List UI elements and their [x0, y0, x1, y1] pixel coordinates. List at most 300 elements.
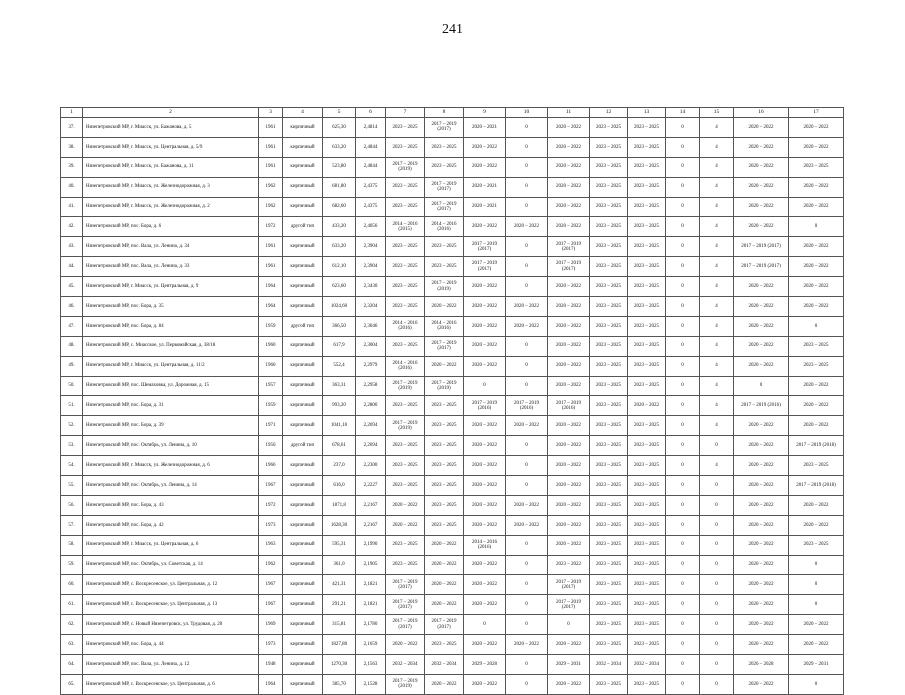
table-cell: 2020 – 2022 — [734, 595, 789, 615]
table-cell: 2,2800 — [356, 396, 386, 416]
table-cell: 2023 – 2025 — [628, 376, 666, 396]
table-cell: 633,20 — [323, 137, 356, 157]
table-cell: 2020 – 2022 — [548, 118, 590, 138]
table-cell: 2020 – 2022 — [548, 197, 590, 217]
table-cell: 2,4844 — [356, 137, 386, 157]
table-cell: 616,0 — [323, 476, 356, 496]
table-cell: 4 — [700, 237, 734, 257]
address-cell: Нязепетровский МР, с. Воскресенское, ул. Центральная, д. 6 — [83, 674, 259, 694]
table-cell: 41. — [61, 197, 83, 217]
table-cell: 2020 – 2022 — [734, 217, 789, 237]
table-cell: 2023 – 2025 — [628, 157, 666, 177]
table-cell: кирпичный — [283, 635, 323, 655]
table-cell: 2020 – 2022 — [734, 157, 789, 177]
table-cell: 0 — [666, 336, 700, 356]
table-cell: 2023 – 2025 — [628, 674, 666, 694]
table-cell: 2020 – 2022 — [386, 495, 425, 515]
address-cell: Нязепетровский МР, пос. Бора, д. 44 — [83, 635, 259, 655]
table-cell: 2023 – 2025 — [386, 396, 425, 416]
table-cell: 2020 – 2022 — [734, 674, 789, 694]
address-cell: Нязепетровский МР, пос. Шемаховка, ул. Дорожная, д. 15 — [83, 376, 259, 396]
table-cell: 4 — [700, 157, 734, 177]
table-cell: 2023 – 2025 — [590, 615, 628, 635]
table-cell: 1966 — [259, 456, 283, 476]
table-cell: 1973 — [259, 635, 283, 655]
table-cell: 2017 – 2019 (2019) — [386, 376, 425, 396]
table-cell: 2017 – 2019 (2017) — [548, 237, 590, 257]
table-cell: 0 — [666, 416, 700, 436]
table-cell: 2023 – 2025 — [628, 495, 666, 515]
table-cell: 2020 – 2022 — [789, 635, 844, 655]
table-cell: 0 — [506, 197, 548, 217]
table-cell: 363,31 — [323, 376, 356, 396]
table-cell: 61. — [61, 595, 83, 615]
table-cell: 523,80 — [323, 157, 356, 177]
table-cell: 38. — [61, 137, 83, 157]
table-cell: 2023 – 2025 — [628, 416, 666, 436]
table-cell: 2,1990 — [356, 535, 386, 555]
table-cell: 0 — [700, 635, 734, 655]
table-cell: 2020 – 2022 — [548, 495, 590, 515]
table-cell: 1964 — [259, 277, 283, 297]
table-cell: 682,60 — [323, 197, 356, 217]
address-cell: Нязепетровский МР, г. Миасск, ул. Центральная, д. 6 — [83, 535, 259, 555]
table-row — [61, 635, 844, 655]
table-row — [61, 277, 844, 297]
table-cell: 1270,30 — [323, 655, 356, 675]
table-cell: 2020 – 2022 — [548, 336, 590, 356]
table-cell: 2020 – 2022 — [425, 674, 464, 694]
table-cell: 2,2694 — [356, 436, 386, 456]
table-cell: 2017 – 2019 (2017) — [734, 257, 789, 277]
table-cell: 2,4056 — [356, 217, 386, 237]
table-cell: 0 — [700, 436, 734, 456]
table-cell: 1961 — [259, 157, 283, 177]
table-cell: 0 — [464, 615, 506, 635]
table-cell: 2020 – 2022 — [464, 157, 506, 177]
table-cell: 2023 – 2025 — [386, 436, 425, 456]
column-number: 5 — [323, 108, 356, 118]
table-cell: 2020 – 2022 — [789, 297, 844, 317]
table-cell: 1959 — [259, 316, 283, 336]
table-cell: 65. — [61, 674, 83, 694]
table-cell: 2020 – 2022 — [548, 217, 590, 237]
table-cell: 0 — [506, 277, 548, 297]
column-number: 12 — [590, 108, 628, 118]
table-cell: 0 — [734, 376, 789, 396]
table-cell: 617,9 — [323, 336, 356, 356]
table-cell: 2017 – 2019 (2018) — [789, 436, 844, 456]
table-cell: 2020 – 2022 — [789, 237, 844, 257]
table-cell: 46. — [61, 297, 83, 317]
table-cell: 0 — [789, 674, 844, 694]
table-cell: 1961 — [259, 257, 283, 277]
table-cell: 2,2694 — [356, 416, 386, 436]
table-cell: 49. — [61, 356, 83, 376]
table-cell: 2023 – 2025 — [386, 237, 425, 257]
table-cell: 43. — [61, 237, 83, 257]
table-cell: 2023 – 2025 — [386, 336, 425, 356]
table-cell: 2023 – 2025 — [789, 356, 844, 376]
table-row — [61, 555, 844, 575]
table-cell: 2017 – 2019 (2019) — [425, 376, 464, 396]
table-cell: 0 — [700, 615, 734, 635]
table-cell: 55. — [61, 476, 83, 496]
table-row — [61, 456, 844, 476]
table-cell: 2020 – 2022 — [734, 356, 789, 376]
table-cell: кирпичный — [283, 137, 323, 157]
table-cell: 2,1659 — [356, 635, 386, 655]
table-cell: 1960 — [259, 336, 283, 356]
address-cell: Нязепетровский МР, с. Новый Нязепетровск, ул. Трудовая, д. 20 — [83, 615, 259, 635]
table-cell: кирпичный — [283, 555, 323, 575]
table-cell: 2017 – 2019 (2016) — [734, 396, 789, 416]
column-number: 14 — [666, 108, 700, 118]
table-cell: 2020 – 2022 — [425, 297, 464, 317]
table-cell: 0 — [700, 575, 734, 595]
table-cell: 2017 – 2019 (2019) — [386, 416, 425, 436]
table-cell: 2020 – 2022 — [734, 197, 789, 217]
table-cell: 2020 – 2022 — [506, 297, 548, 317]
address-cell: Нязепетровский МР, г. Миасск, ул. Центральная, д. 9 — [83, 277, 259, 297]
table-cell: 1967 — [259, 476, 283, 496]
table-cell: 2017 – 2019 (2019) — [425, 277, 464, 297]
table-cell: 1957 — [259, 376, 283, 396]
table-cell: кирпичный — [283, 674, 323, 694]
table-cell: 2020 – 2022 — [548, 456, 590, 476]
table-cell: 2014 – 2016 (2016) — [425, 217, 464, 237]
column-number: 6 — [356, 108, 386, 118]
table-cell: 2020 – 2022 — [734, 515, 789, 535]
table-cell: 2,1905 — [356, 555, 386, 575]
table-cell: 2023 – 2025 — [628, 615, 666, 635]
table-cell: 2017 – 2019 (2018) — [789, 476, 844, 496]
table-cell: 2020 – 2022 — [425, 356, 464, 376]
table-cell: 47. — [61, 316, 83, 336]
table-cell: 2023 – 2025 — [590, 237, 628, 257]
table-row — [61, 137, 844, 157]
table-cell: 0 — [666, 396, 700, 416]
column-number: 1 — [61, 108, 83, 118]
table-cell: 2020 – 2022 — [464, 456, 506, 476]
table-cell: 2020 – 2022 — [789, 396, 844, 416]
table-row — [61, 157, 844, 177]
table-cell: 2023 – 2025 — [590, 217, 628, 237]
table-cell: 2020 – 2022 — [548, 376, 590, 396]
table-cell: 0 — [700, 674, 734, 694]
table-cell: 2023 – 2025 — [628, 316, 666, 336]
table-cell: 2023 – 2025 — [386, 197, 425, 217]
table-cell: 2017 – 2019 (2019) — [386, 157, 425, 177]
table-cell: 51. — [61, 396, 83, 416]
table-cell: 0 — [666, 376, 700, 396]
table-cell: 2017 – 2019 (2016) — [548, 396, 590, 416]
table-cell: 0 — [666, 297, 700, 317]
table-cell: 2023 – 2025 — [590, 356, 628, 376]
table-cell: 2023 – 2025 — [386, 118, 425, 138]
table-cell: 2020 – 2022 — [464, 476, 506, 496]
table-cell: 0 — [666, 655, 700, 675]
table-cell: 2014 – 2016 (2016) — [425, 316, 464, 336]
table-cell: 2,3046 — [356, 316, 386, 336]
table-cell: 0 — [666, 555, 700, 575]
table-cell: кирпичный — [283, 237, 323, 257]
table-cell: 0 — [506, 535, 548, 555]
table-cell: 2017 – 2019 (2017) — [464, 237, 506, 257]
table-cell: 2020 – 2022 — [734, 118, 789, 138]
table-cell: 2017 – 2019 (2017) — [425, 615, 464, 635]
table-cell: 2023 – 2025 — [628, 595, 666, 615]
table-cell: 0 — [666, 157, 700, 177]
table-cell: 2032 – 2034 — [386, 655, 425, 675]
table-cell: 2020 – 2021 — [464, 197, 506, 217]
table-cell: 2,4375 — [356, 197, 386, 217]
table-cell: 2020 – 2022 — [734, 137, 789, 157]
table-cell: 2032 – 2034 — [425, 655, 464, 675]
address-cell: Нязепетровский МР, с. Воскресенское, ул. Центральная, д. 12 — [83, 575, 259, 595]
table-cell: 2023 – 2025 — [590, 137, 628, 157]
table-cell: 0 — [666, 237, 700, 257]
table-cell: 4 — [700, 297, 734, 317]
table-cell: 2020 – 2022 — [734, 416, 789, 436]
table-cell: 2023 – 2025 — [425, 237, 464, 257]
address-cell: Нязепетровский МР, пос. Бора, д. 35 — [83, 297, 259, 317]
column-number: 4 — [283, 108, 323, 118]
table-cell: 2020 – 2022 — [548, 356, 590, 376]
table-cell: 2,1528 — [356, 674, 386, 694]
table-cell: 0 — [666, 476, 700, 496]
table-cell: 2020 – 2022 — [628, 396, 666, 416]
table-cell: 2020 – 2022 — [464, 356, 506, 376]
table-cell: 366,50 — [323, 316, 356, 336]
table-cell: 0 — [506, 157, 548, 177]
table-cell: 1972 — [259, 495, 283, 515]
table-cell: 2,2227 — [356, 476, 386, 496]
address-cell: Нязепетровский МР, г. Миасск, ул. Железнодорожная, д. 3 — [83, 177, 259, 197]
address-cell: Нязепетровский МР, г. Миасск, ул. Центральная, д. 5/9 — [83, 137, 259, 157]
table-cell: 2017 – 2019 (2016) — [464, 396, 506, 416]
table-cell: кирпичный — [283, 197, 323, 217]
table-row — [61, 237, 844, 257]
table-cell: 2023 – 2025 — [590, 575, 628, 595]
table-cell: кирпичный — [283, 356, 323, 376]
address-cell: Нязепетровский МР, г. Миасск, ул. Железнодорожная, д. 6 — [83, 456, 259, 476]
address-cell: Нязепетровский МР, г. Миасск, ул. Железнодорожная, д. 2 — [83, 197, 259, 217]
table-cell: 0 — [506, 356, 548, 376]
table-cell: 2020 – 2022 — [506, 515, 548, 535]
table-cell: 2023 – 2025 — [386, 277, 425, 297]
table-cell: 2020 – 2022 — [548, 515, 590, 535]
table-cell: 4 — [700, 416, 734, 436]
table-cell: 63. — [61, 635, 83, 655]
table-cell: 2020 – 2021 — [464, 118, 506, 138]
table-cell: 2017 – 2019 (2017) — [386, 615, 425, 635]
table-cell: 2029 – 2031 — [548, 655, 590, 675]
table-cell: 1973 — [259, 515, 283, 535]
table-cell: 2023 – 2025 — [628, 277, 666, 297]
table-cell: 2023 – 2025 — [628, 476, 666, 496]
address-cell: Нязепетровский МР, пос. Бора, д. 84 — [83, 316, 259, 336]
table-cell: 1969 — [259, 615, 283, 635]
table-cell: 2020 – 2022 — [464, 217, 506, 237]
table-cell: 2020 – 2022 — [548, 674, 590, 694]
table-cell: 2020 – 2022 — [548, 177, 590, 197]
table-cell: 0 — [666, 436, 700, 456]
table-row — [61, 316, 844, 336]
table-cell: 678,61 — [323, 436, 356, 456]
table-cell: 2,1821 — [356, 575, 386, 595]
table-cell: 0 — [506, 257, 548, 277]
table-cell: 2023 – 2025 — [628, 137, 666, 157]
table-cell: 62. — [61, 615, 83, 635]
table-cell: 2023 – 2025 — [590, 416, 628, 436]
table-cell: 2020 – 2022 — [789, 515, 844, 535]
table-cell: 4 — [700, 336, 734, 356]
table-cell: 44. — [61, 257, 83, 277]
table-cell: 2014 – 2016 (2015) — [386, 217, 425, 237]
table-cell: 2023 – 2025 — [628, 535, 666, 555]
table-cell: 2020 – 2022 — [734, 297, 789, 317]
table-cell: 2032 – 2034 — [628, 655, 666, 675]
table-cell: 2020 – 2022 — [548, 157, 590, 177]
table-cell: 2020 – 2022 — [548, 476, 590, 496]
table-cell: 993,20 — [323, 396, 356, 416]
table-cell: 2020 – 2022 — [548, 316, 590, 336]
table-cell: 2020 – 2022 — [734, 436, 789, 456]
table-row — [61, 575, 844, 595]
table-cell: 2017 – 2019 (2017) — [734, 237, 789, 257]
table-cell: 0 — [666, 356, 700, 376]
table-row — [61, 376, 844, 396]
table-cell: 0 — [666, 575, 700, 595]
table-row — [61, 535, 844, 555]
table-cell: 681,80 — [323, 177, 356, 197]
address-cell: Нязепетровский МР, пос. Бора, д. 31 — [83, 396, 259, 416]
table-cell: 385,70 — [323, 674, 356, 694]
table-cell: 0 — [666, 137, 700, 157]
table-cell: 2017 – 2019 (2016) — [506, 396, 548, 416]
table-cell: 2014 – 2016 (2016) — [386, 356, 425, 376]
table-cell: 0 — [506, 137, 548, 157]
table-cell: 2020 – 2022 — [789, 277, 844, 297]
table-cell: 2017 – 2019 (2017) — [548, 257, 590, 277]
table-cell: 48. — [61, 336, 83, 356]
table-cell: 433,20 — [323, 217, 356, 237]
table-cell: 2029 – 2031 — [789, 655, 844, 675]
address-cell: Нязепетровский МР, пос. Октябрь, ул. Ленина, д. 14 — [83, 476, 259, 496]
table-cell: 0 — [506, 336, 548, 356]
table-cell: 0 — [700, 655, 734, 675]
table-cell: 2020 – 2022 — [464, 416, 506, 436]
address-cell: Нязепетровский МР, пос. Вала, ул. Ленина, д. 12 — [83, 655, 259, 675]
table-cell: 2023 – 2025 — [590, 456, 628, 476]
page-number: 241 — [442, 22, 463, 37]
table-cell: кирпичный — [283, 396, 323, 416]
table-cell: 2023 – 2025 — [590, 157, 628, 177]
table-cell: 2020 – 2022 — [464, 674, 506, 694]
table-cell: 4 — [700, 376, 734, 396]
table-cell: кирпичный — [283, 456, 323, 476]
table-cell: 2020 – 2022 — [734, 615, 789, 635]
table-row — [61, 118, 844, 138]
address-cell: Нязепетровский МР, пос. Бора, д. 43 — [83, 495, 259, 515]
table-cell: 2023 – 2025 — [590, 118, 628, 138]
table-cell: 4 — [700, 137, 734, 157]
table-cell: 0 — [506, 456, 548, 476]
table-cell: 2023 – 2025 — [425, 416, 464, 436]
table-cell: 64. — [61, 655, 83, 675]
table-cell: 2,3004 — [356, 336, 386, 356]
table-cell: 2023 – 2025 — [425, 137, 464, 157]
table-cell: 2020 – 2022 — [734, 277, 789, 297]
table-cell: кирпичный — [283, 157, 323, 177]
address-cell: Нязепетровский МР, пос. Вала, ул. Ленина, д. 33 — [83, 257, 259, 277]
table-cell: 315,81 — [323, 615, 356, 635]
table-cell: 2017 – 2019 (2017) — [386, 575, 425, 595]
table-cell: 0 — [700, 535, 734, 555]
table-cell: 2017 – 2019 (2017) — [425, 177, 464, 197]
table-cell: 2023 – 2025 — [386, 137, 425, 157]
table-cell: 2020 – 2022 — [789, 376, 844, 396]
table-cell: кирпичный — [283, 615, 323, 635]
table-cell: кирпичный — [283, 257, 323, 277]
table-cell: кирпичный — [283, 336, 323, 356]
table-cell: 2020 – 2022 — [734, 535, 789, 555]
table-cell: 2023 – 2025 — [590, 555, 628, 575]
table-cell: 2023 – 2025 — [628, 257, 666, 277]
table-cell: 2,4844 — [356, 157, 386, 177]
table-cell: 361,0 — [323, 555, 356, 575]
table-cell: 2023 – 2025 — [425, 456, 464, 476]
table-cell: 2023 – 2025 — [628, 356, 666, 376]
table-cell: 2023 – 2025 — [590, 476, 628, 496]
table-cell: 0 — [789, 555, 844, 575]
table-cell: 2020 – 2022 — [734, 575, 789, 595]
table-cell: 2020 – 2022 — [734, 635, 789, 655]
table-cell: 552,4 — [323, 356, 356, 376]
table-cell: 2,2167 — [356, 515, 386, 535]
table-cell: 2,4375 — [356, 177, 386, 197]
table-cell: 2020 – 2022 — [464, 277, 506, 297]
table-cell: 1964 — [259, 674, 283, 694]
column-number: 11 — [548, 108, 590, 118]
table-cell: кирпичный — [283, 575, 323, 595]
table-cell: кирпичный — [283, 655, 323, 675]
table-cell: 1971 — [259, 416, 283, 436]
table-cell: 2020 – 2022 — [425, 575, 464, 595]
table-cell: 2023 – 2025 — [628, 297, 666, 317]
table-cell: 2020 – 2022 — [425, 595, 464, 615]
table-cell: 0 — [506, 575, 548, 595]
column-number: 10 — [506, 108, 548, 118]
table-row — [61, 615, 844, 635]
table-cell: 0 — [666, 615, 700, 635]
table-cell: 237,0 — [323, 456, 356, 476]
table-cell: 1948 — [259, 655, 283, 675]
table-row — [61, 476, 844, 496]
table-cell: 1871,8 — [323, 495, 356, 515]
table-cell: 4 — [700, 277, 734, 297]
table-cell: 2023 – 2025 — [590, 674, 628, 694]
table-row — [61, 197, 844, 217]
table-cell: 0 — [666, 217, 700, 237]
table-cell: 2020 – 2022 — [548, 635, 590, 655]
table-cell: 1967 — [259, 595, 283, 615]
table-cell: 2023 – 2025 — [386, 535, 425, 555]
table-cell: 2020 – 2021 — [464, 177, 506, 197]
address-cell: Нязепетровский МР, пос. Бора, д. 6 — [83, 217, 259, 237]
table-cell: 0 — [666, 316, 700, 336]
